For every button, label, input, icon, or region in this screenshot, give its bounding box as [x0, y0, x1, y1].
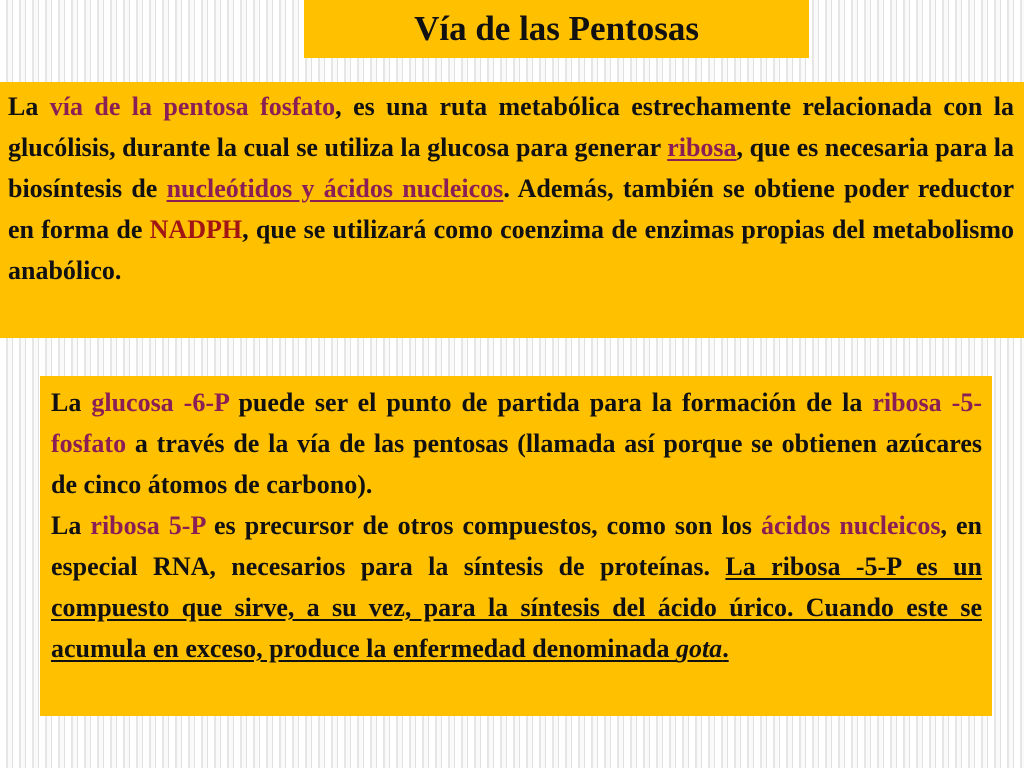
- detail-text-2: puede ser el punto de partida para la formación de la: [228, 388, 873, 417]
- underlined-statement-end: .: [722, 634, 729, 663]
- ribosa-5p-term: ribosa 5-P: [90, 511, 205, 540]
- title-box: [304, 0, 809, 58]
- detail-paragraph-1: [51, 382, 982, 505]
- intro-text-5: , que se utilizará como coenzima de enzimas propias del metabolismo anabólico.: [8, 215, 1014, 285]
- detail-text-3: a través de la vía de las pentosas (llamada así porque se obtienen azúcares de cinco átomos de carbono).: [51, 429, 982, 499]
- intro-text-4: . Además, también se obtiene poder reductor en forma de: [8, 174, 1014, 244]
- intro-text-1: La: [8, 92, 50, 121]
- detail-paragraph-2: [51, 505, 982, 669]
- slide-title: Vía de las Pentosas: [414, 9, 699, 48]
- acidos-nucleicos-term: ácidos nucleicos: [760, 511, 941, 540]
- intro-text-2: , es una ruta metabólica estrechamente relacionada con la glucólisis, durante la cual se utiliza la glucosa para generar: [8, 92, 1014, 162]
- nadph-term: NADPH: [149, 215, 243, 244]
- ribosa-link[interactable]: ribosa: [667, 133, 737, 162]
- detail-text-6: , en especial RNA, necesarios para la síntesis de proteínas.: [51, 511, 983, 581]
- glucosa-term: glucosa -6-P: [91, 388, 229, 417]
- intro-text-3: , que es necesaria para la biosíntesis de: [8, 133, 1014, 203]
- gota-term: gota: [675, 634, 723, 663]
- underlined-statement: La ribosa -5-P es un compuesto que sirve, a su vez, para la síntesis del ácido úrico. Cuando este se acumula en exceso, produce la enfermedad denominada: [51, 552, 982, 663]
- detail-text-4: La: [51, 511, 91, 540]
- intro-text-box: [0, 82, 1024, 338]
- ribosa-5-fosfato-term: ribosa -5-fosfato: [51, 388, 982, 458]
- intro-paragraph: [8, 86, 1014, 291]
- detail-text-5: es precursor de otros compuestos, como son los: [204, 511, 761, 540]
- detail-text-1: La: [51, 388, 92, 417]
- pentose-phosphate-term: vía de la pentosa fosfato: [49, 92, 336, 121]
- nucleotidos-link[interactable]: nucleótidos y ácidos nucleicos: [166, 174, 504, 203]
- detail-text-box: [40, 376, 992, 716]
